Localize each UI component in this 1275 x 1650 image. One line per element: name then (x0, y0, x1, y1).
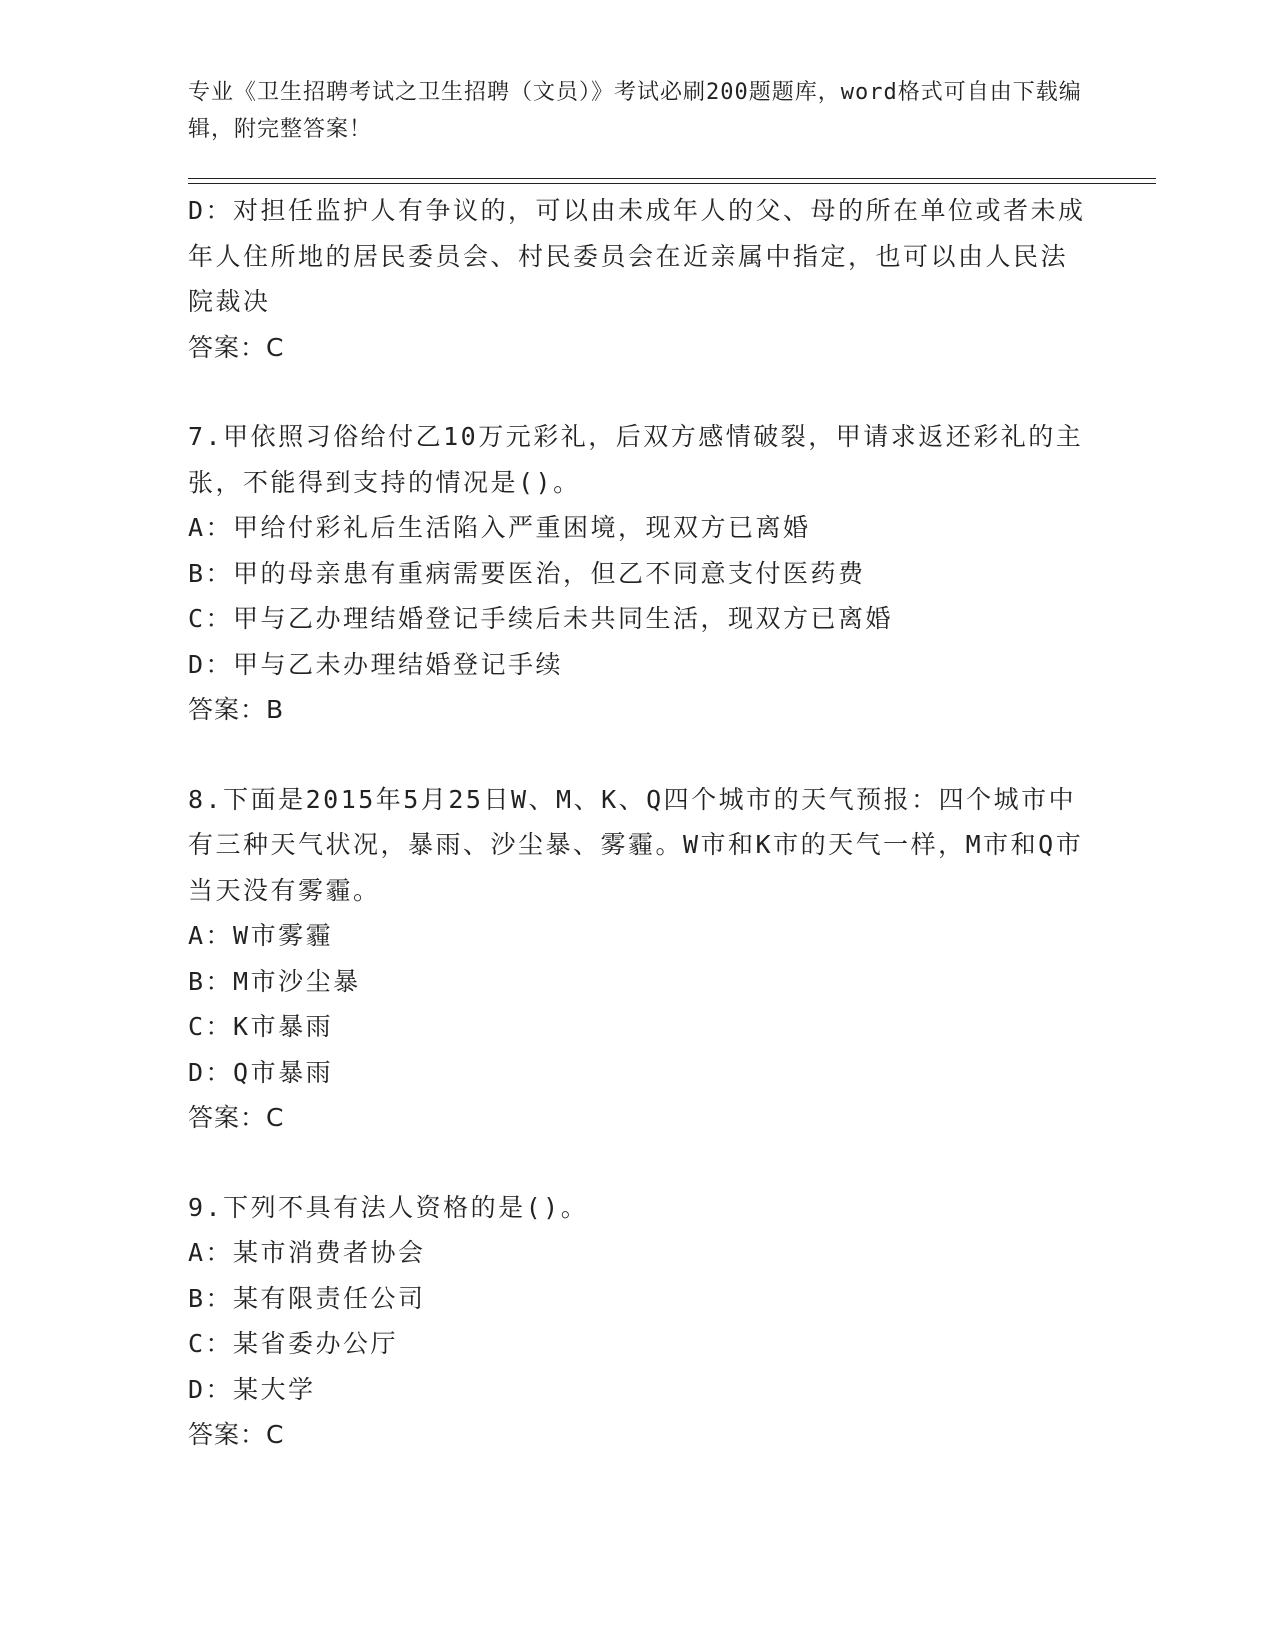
header-divider-bottom (188, 183, 1156, 184)
option-d: D：Q市暴雨 (188, 1057, 334, 1087)
option-c: C：某省委办公厅 (188, 1329, 399, 1358)
answer-line: 答案：C (188, 1420, 285, 1449)
question-9 (188, 1185, 1088, 1458)
document-header: 专业《卫生招聘考试之卫生招聘（文员）》考试必刷200题题库，word格式可自由下载编辑，附完整答案！ (188, 80, 1082, 142)
answer-line: 答案：B (188, 695, 285, 724)
previous-question-tail (188, 188, 1088, 370)
option-b: B：某有限责任公司 (188, 1283, 426, 1313)
question-stem: 8.下面是2015年5月25日W、M、K、Q四个城市的天气预报：四个城市中有三种天气状况，暴雨、沙尘暴、雾霾。W市和K市的天气一样，M市和Q市当天没有雾霾。 (188, 784, 1084, 905)
header-divider-top (188, 178, 1156, 179)
answer-line: 答案：C (188, 1103, 285, 1132)
spacer (188, 1141, 1088, 1185)
spacer (188, 370, 1088, 414)
spacer (188, 733, 1088, 777)
option-c: C：K市暴雨 (188, 1012, 334, 1041)
question-7 (188, 414, 1088, 733)
option-a: A：甲给付彩礼后生活陷入严重困境，现双方已离婚 (188, 513, 811, 542)
question-stem: 9.下列不具有法人资格的是()。 (188, 1192, 589, 1222)
option-d: D：甲与乙未办理结婚登记手续 (188, 649, 564, 679)
option-a: A：W市雾霾 (188, 921, 334, 950)
document-body (188, 188, 1088, 1458)
question-8 (188, 777, 1088, 1141)
option-d: D：对担任监护人有争议的，可以由未成年人的父、母的所在单位或者未成年人住所地的居民委员会、村民委员会在近亲属中指定，也可以由人民法院裁决 (188, 196, 1086, 316)
option-c: C：甲与乙办理结婚登记手续后未共同生活，现双方已离婚 (188, 604, 894, 633)
option-b: B：M市沙尘暴 (188, 966, 361, 996)
option-d: D：某大学 (188, 1374, 316, 1404)
question-stem: 7.甲依照习俗给付乙10万元彩礼，后双方感情破裂，甲请求返还彩礼的主张，不能得到支持的情况是()。 (188, 422, 1084, 497)
option-a: A：某市消费者协会 (188, 1238, 426, 1267)
option-b: B：甲的母亲患有重病需要医治，但乙不同意支付医药费 (188, 558, 866, 588)
answer-line: 答案：C (188, 332, 285, 362)
